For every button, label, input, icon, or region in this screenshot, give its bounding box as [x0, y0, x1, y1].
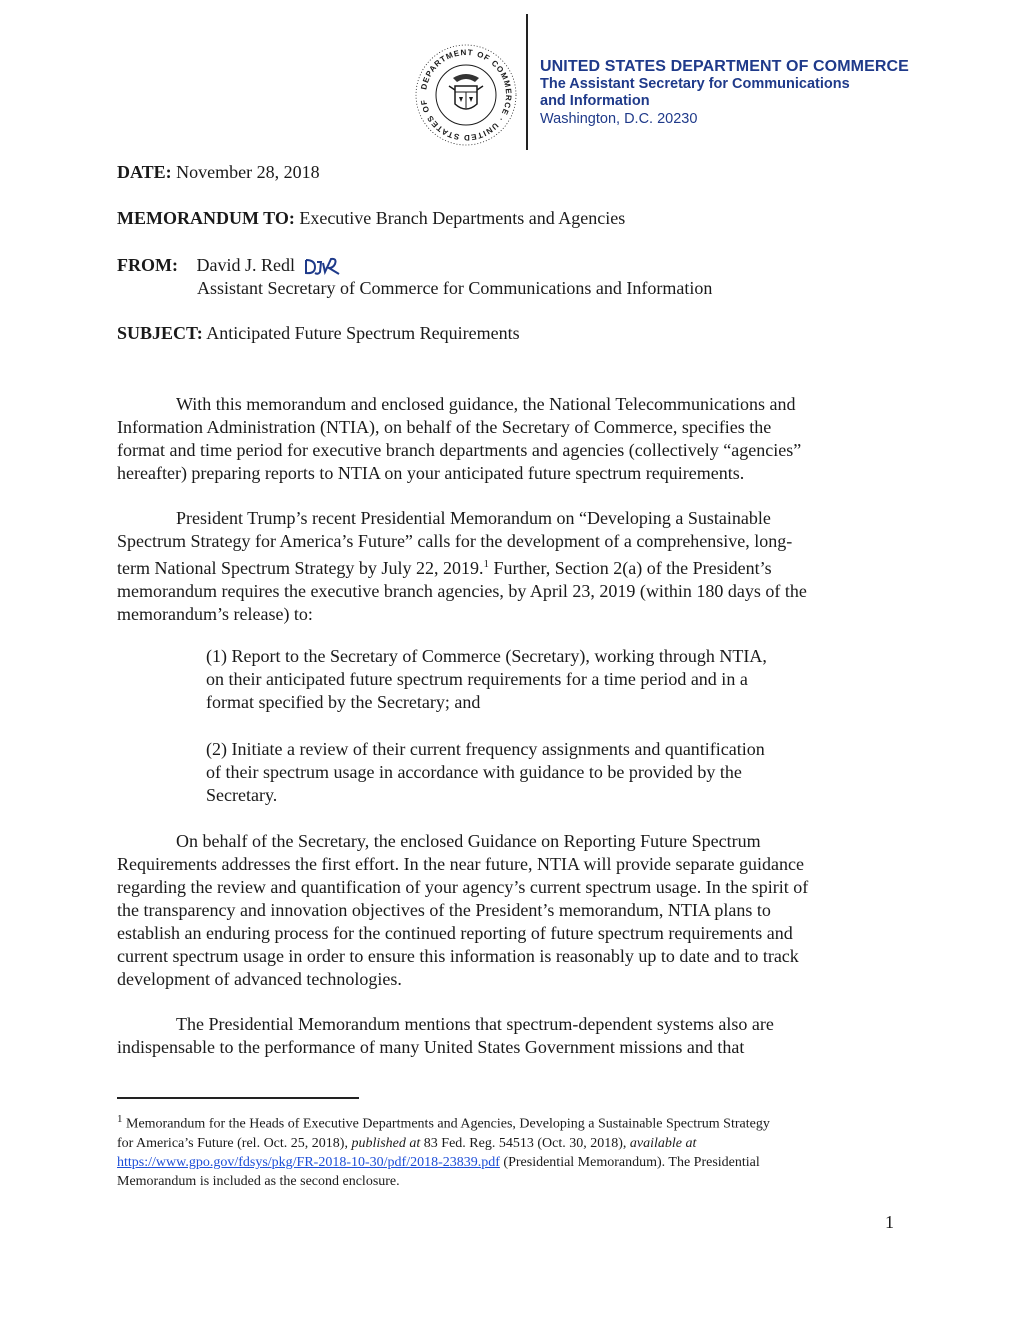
p3-line: Requirements addresses the first effort. In the near future, NTIA will provide separate guidance	[117, 854, 804, 874]
date-value: November 28, 2018	[176, 162, 320, 182]
subject-label: SUBJECT:	[117, 323, 203, 343]
footnote-mark: 1	[117, 1113, 123, 1125]
footnote-line: Memorandum is included as the second enclosure.	[117, 1173, 400, 1189]
from-label: FROM:	[117, 255, 178, 275]
department-seal	[413, 42, 519, 148]
paragraph-3	[117, 830, 897, 991]
p3-line: regarding the review and quantification of your agency’s current spectrum usage. In the spirit of	[117, 877, 809, 897]
footnote-divider	[117, 1097, 359, 1099]
letterhead-divider	[526, 14, 528, 150]
letterhead-office: The Assistant Secretary for Communications	[540, 76, 850, 92]
paragraph-4	[117, 1013, 897, 1059]
footnote-line	[117, 1110, 907, 1134]
footnote-line	[117, 1153, 907, 1172]
footnote-line	[117, 1134, 907, 1153]
q2-line: of their spectrum usage in accordance with guidance to be provided by the	[206, 762, 742, 782]
p4-line: The Presidential Memorandum mentions that spectrum-dependent systems also are	[176, 1014, 774, 1034]
seal-arc-text: DEPARTMENT OF COMMERCE · UNITED STATES OF	[419, 47, 514, 143]
signature-initials	[303, 256, 343, 278]
paragraph-1	[117, 393, 897, 485]
p3-line: current spectrum usage in order to ensure this information is reasonably up to date and to track	[117, 946, 799, 966]
q1-line: on their anticipated future spectrum requirements for a time period and in a	[206, 669, 748, 689]
q2-line: (2) Initiate a review of their current frequency assignments and quantification	[206, 739, 765, 759]
p2-line: memorandum requires the executive branch agencies, by April 23, 2019 (within 180 days of the	[117, 581, 807, 601]
letterhead-dept: UNITED STATES DEPARTMENT OF COMMERCE	[540, 58, 909, 75]
letterhead-address: Washington, D.C. 20230	[540, 111, 698, 127]
p3-line: development of advanced technologies.	[117, 969, 402, 989]
q2-line: Secretary.	[206, 785, 278, 805]
p2-text: Further, Section 2(a) of the President’s	[493, 558, 772, 578]
page-number: 1	[885, 1212, 894, 1232]
date-label: DATE:	[117, 162, 172, 182]
paragraph-2	[117, 507, 897, 626]
subject-line	[117, 323, 520, 344]
p2-line: President Trump’s recent Presidential Memorandum on “Developing a Sustainable	[176, 508, 771, 528]
p2-line: memorandum’s release) to:	[117, 604, 313, 624]
to-line	[117, 208, 625, 229]
to-value: Executive Branch Departments and Agencies	[299, 208, 626, 228]
footnote-text: (Presidential Memorandum). The Presidential	[503, 1154, 760, 1170]
p1-line: With this memorandum and enclosed guidance, the National Telecommunications and	[176, 394, 796, 414]
p1-line: format and time period for executive branch departments and agencies (collectively “agencies”	[117, 440, 802, 460]
p2-text: term National Spectrum Strategy by July 22, 2019.	[117, 558, 484, 578]
from-name: David J. Redl	[196, 255, 295, 275]
quoted-item-1	[206, 645, 856, 714]
date-line	[117, 162, 320, 183]
p1-line: hereafter) preparing reports to NTIA on your anticipated future spectrum requirements.	[117, 463, 745, 483]
p3-line: the transparency and innovation objectives of the President’s memorandum, NTIA plans to	[117, 900, 771, 920]
from-line	[117, 255, 343, 278]
subject-value: Anticipated Future Spectrum Requirements	[206, 323, 520, 343]
from-title: Assistant Secretary of Commerce for Communications and Information	[197, 278, 713, 298]
p1-line: Information Administration (NTIA), on behalf of the Secretary of Commerce, specifies the	[117, 417, 772, 437]
p3-line: On behalf of the Secretary, the enclosed Guidance on Reporting Future Spectrum	[176, 831, 761, 851]
footnote-text: Memorandum for the Heads of Executive Departments and Agencies, Developing a Sustainable Spectrum Strategy	[126, 1116, 770, 1132]
letterhead-office-2: and Information	[540, 93, 650, 109]
quoted-item-2	[206, 738, 856, 807]
footnote-italic: available at	[629, 1135, 697, 1151]
letterhead	[540, 58, 909, 129]
footnote-reference[interactable]: 1	[483, 558, 489, 570]
to-label: MEMORANDUM TO:	[117, 208, 295, 228]
p2-line	[117, 553, 897, 580]
p2-line: Spectrum Strategy for America’s Future” calls for the development of a comprehensive, long-	[117, 531, 793, 551]
footnote-text: for America’s Future (rel. Oct. 25, 2018),	[117, 1135, 348, 1151]
footnote-text: 83 Fed. Reg. 54513 (Oct. 30, 2018),	[423, 1135, 627, 1151]
q1-line: format specified by the Secretary; and	[206, 692, 481, 712]
footnote-link[interactable]: https://www.gpo.gov/fdsys/pkg/FR-2018-10-30/pdf/2018-23839.pdf	[117, 1154, 500, 1170]
p4-line: indispensable to the performance of many United States Government missions and that	[117, 1037, 745, 1057]
q1-line: (1) Report to the Secretary of Commerce (Secretary), working through NTIA,	[206, 646, 767, 666]
footnote-italic: published at	[351, 1135, 421, 1151]
footnote	[117, 1110, 907, 1191]
p3-line: establish an enduring process for the continued reporting of future spectrum requirements and	[117, 923, 793, 943]
